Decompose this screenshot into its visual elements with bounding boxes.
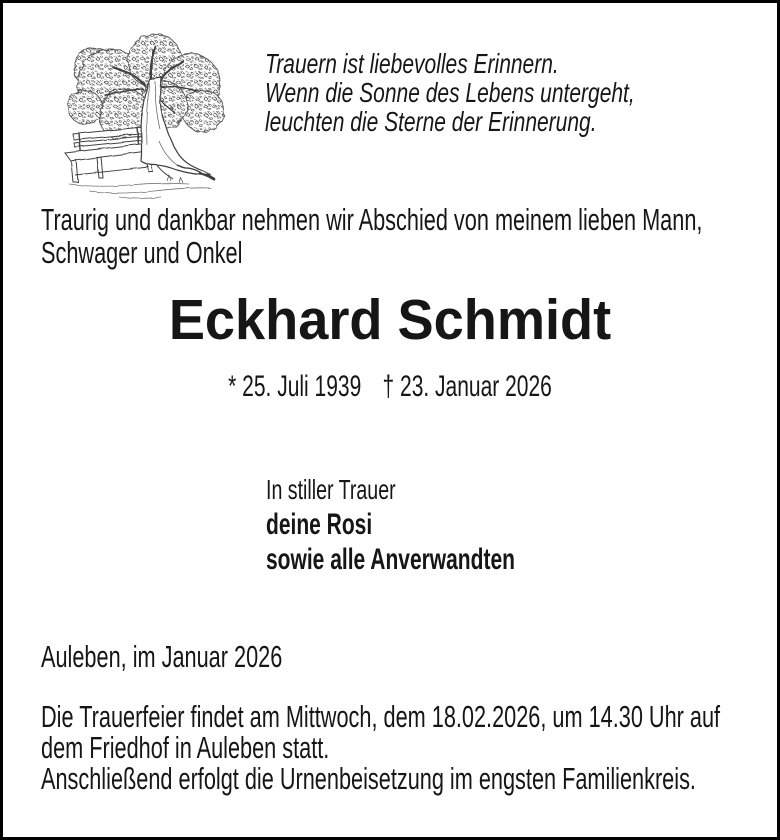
introduction-line: Schwager und Onkel: [41, 235, 243, 270]
mourner-name: deine Rosi: [266, 508, 373, 541]
funeral-info-line: Die Trauerfeier findet am Mittwoch, dem 18.02.2026, um 14.30 Uhr auf: [41, 699, 721, 734]
epigraph-line: Trauern ist liebevolles Erinnern.: [265, 48, 559, 79]
epigraph: [265, 49, 635, 136]
birth-date: * 25. Juli 1939: [228, 370, 362, 403]
life-dates: [119, 371, 661, 403]
epigraph-line: leuchten die Sterne der Erinnerung.: [265, 106, 597, 137]
introduction-text: [41, 203, 702, 269]
introduction-line: Traurig und dankbar nehmen wir Abschied von meinem lieben Mann,: [41, 202, 703, 237]
closing-block: [266, 472, 515, 577]
funeral-info: [41, 701, 720, 794]
epigraph-line: Wenn die Sonne des Lebens untergeht,: [265, 77, 635, 108]
closing-salutation: In stiller Trauer: [266, 474, 396, 505]
funeral-info-line: dem Friedhof in Auleben statt.: [41, 730, 330, 765]
deceased-name: Eckhard Schmidt: [168, 288, 612, 352]
mourner-name: sowie alle Anverwandten: [266, 543, 515, 576]
tree-bench-icon: [59, 31, 229, 201]
funeral-info-line: Anschließend erfolgt die Urnenbeisetzung im engsten Familienkreis.: [41, 761, 696, 796]
death-date: † 23. Januar 2026: [382, 370, 552, 403]
place-date: Auleben, im Januar 2026: [41, 639, 283, 674]
